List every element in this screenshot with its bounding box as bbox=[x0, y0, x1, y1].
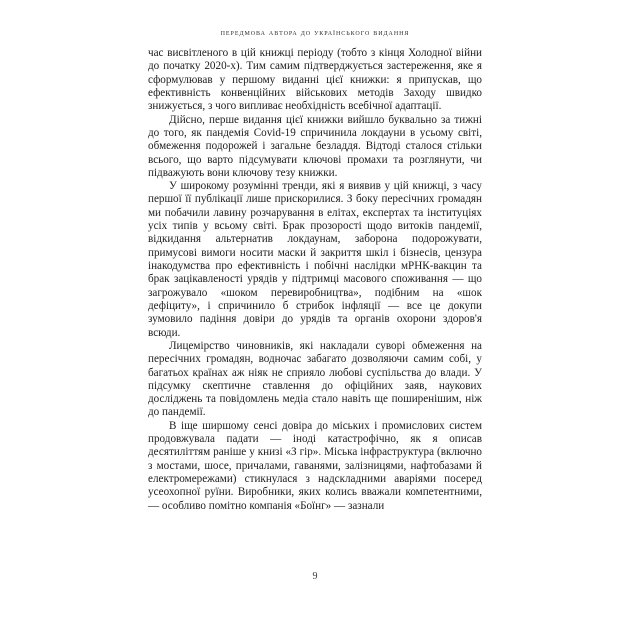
paragraph-2: Дійсно, перше видання цієї книжки вийшло буквально за тижні до того, як пандемія Covid-19 спричинила локдауни в усьому світі, обмеження подорожей і загальне безладдя. Відтоді сталося стільки всього, що варто підсумувати ключові промахи та розглянути, чи підважують вони ключову тезу книжки. bbox=[148, 113, 482, 179]
running-head: передмова автора до українського видання bbox=[220, 28, 410, 37]
page-number: 9 bbox=[312, 571, 318, 582]
paragraph-1: час висвітленого в цій книжці періоду (тобто з кінця Холодної війни до початку 2020-х). Тим самим підтверджується застереження, яке я сформулював у першому виданні цієї книжки: я припускав, що ефективність конвенційних військових методів Заходу швидко знижується, з чого випливає необхідність всебічної адаптації. bbox=[148, 47, 482, 113]
body-text bbox=[148, 47, 482, 513]
paragraph-3: У широкому розумінні тренди, які я виявив у цій книжці, з часу першої її публікації лише прискорилися. З боку пересічних громадян ми побачили лавину розчарування в елітах, експертах та інституціях усіх типів у всьому світі. Брак прозорості щодо витоків пандемії, відкидання альтернатив локдаунам, заборона подорожувати, примусові вимоги носити маски й закриття шкіл і бізнесів, цензура інакодумства про ефективність і побічні наслідки мРНК-вакцин та брак зацікавленості урядів у підтримці масового споживання — що загрожувало «шоком перевиробництва», подібним на «шок дефіциту», і спричинило б стрибок інфляції — все це докупи зумовило падіння довіри до урядів та органів охорони здоров'я всюди. bbox=[148, 180, 482, 339]
paragraph-4: Лицемірство чиновників, які накладали суворі обмеження на пересічних громадян, водночас забагато дозволяючи самим собі, у багатьох країнах аж ніяк не сприяло любові суспільства до влади. У підсумку скептичне ставлення до офіційних заяв, наукових досліджень та повідомлень медіа стало навіть ще поширенішим, ніж до пандемії. bbox=[148, 339, 482, 419]
paragraph-5: В іще ширшому сенсі довіра до міських і промислових систем продовжувала падати — іноді катастрофічно, як я описав десятиліттям раніше у книзі «З гір». Міська інфраструктура (включно з мостами, шосе, причалами, гаванями, залізницями, нафтобазами й електромережами) стикнулася з надскладними аваріями посеред усеохопної руїни. Виробники, яких колись вважали компетентними, — особливо помітно компанія «Боїнг» — зазнали bbox=[148, 419, 482, 512]
